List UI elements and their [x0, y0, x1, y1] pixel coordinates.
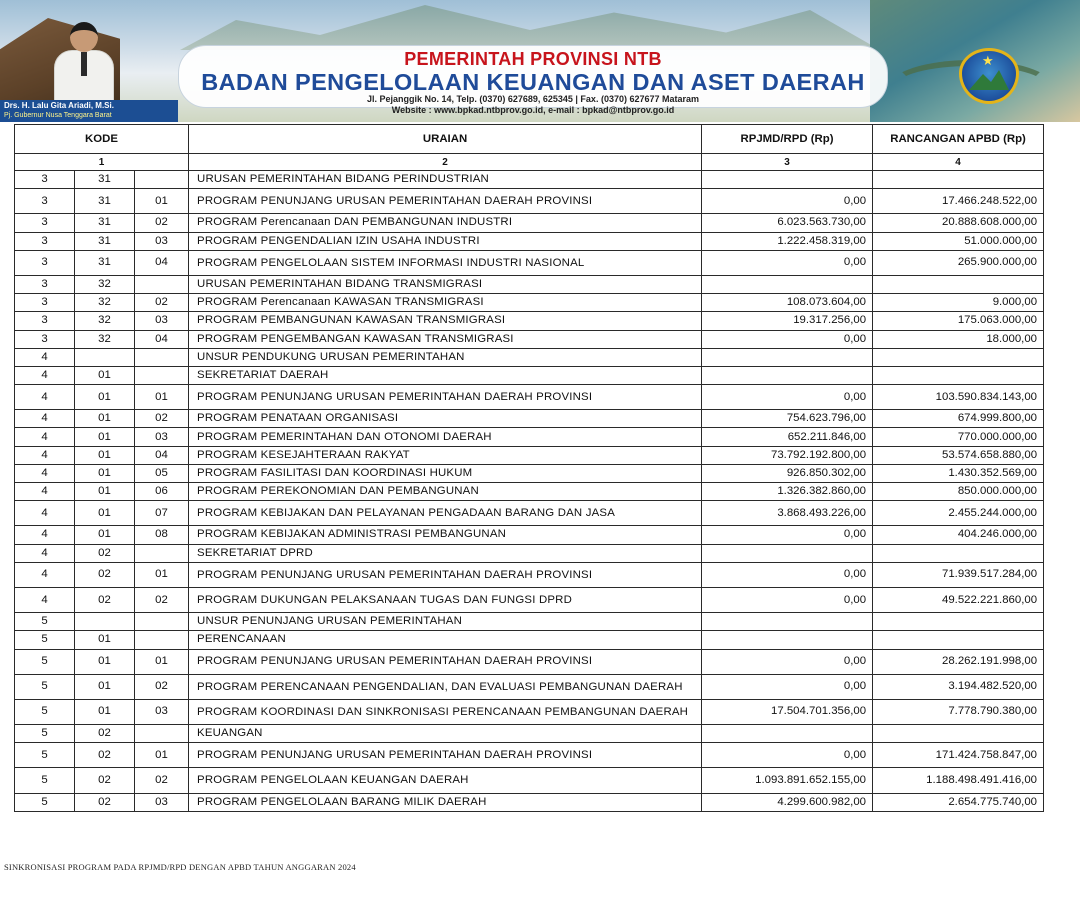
col-header-apbd: RANCANGAN APBD (Rp)	[873, 125, 1044, 154]
kode-program-cell	[135, 544, 189, 562]
table-row	[15, 743, 1044, 768]
kode-bidang-cell: 02	[75, 793, 135, 811]
kode-urusan-cell: 4	[15, 501, 75, 526]
agency-address: Jl. Pejanggik No. 14, Telp. (0370) 627689, 625345 | Fax. (0370) 627677 Mataram	[366, 94, 700, 104]
column-number-row	[15, 154, 1044, 171]
kode-bidang-cell: 01	[75, 649, 135, 674]
table-row	[15, 526, 1044, 544]
agency-website: Website : www.bpkad.ntbprov.go.id, e-mail : bpkad@ntbprov.go.id	[391, 105, 675, 115]
uraian-cell: UNSUR PENUNJANG URUSAN PEMERINTAHAN	[189, 613, 702, 631]
kode-program-cell	[135, 275, 189, 293]
table-row	[15, 294, 1044, 312]
kode-urusan-cell: 4	[15, 587, 75, 612]
kode-urusan-cell: 3	[15, 294, 75, 312]
table-row	[15, 330, 1044, 348]
apbd-value-cell: 3.194.482.520,00	[873, 674, 1044, 699]
kode-urusan-cell: 4	[15, 428, 75, 446]
kode-program-cell: 07	[135, 501, 189, 526]
banner-landscape	[180, 0, 880, 50]
uraian-cell: PROGRAM PEMERINTAHAN DAN OTONOMI DAERAH	[189, 428, 702, 446]
apbd-value-cell: 2.654.775.740,00	[873, 793, 1044, 811]
kode-bidang-cell: 31	[75, 232, 135, 250]
kode-bidang-cell: 31	[75, 250, 135, 275]
uraian-cell: PROGRAM PENATAAN ORGANISASI	[189, 410, 702, 428]
apbd-value-cell	[873, 171, 1044, 189]
rpjmd-value-cell: 17.504.701.356,00	[702, 699, 873, 724]
uraian-cell: PROGRAM PENUNJANG URUSAN PEMERINTAHAN DAERAH PROVINSI	[189, 189, 702, 214]
uraian-cell: PROGRAM PENUNJANG URUSAN PEMERINTAHAN DAERAH PROVINSI	[189, 743, 702, 768]
kode-program-cell: 04	[135, 250, 189, 275]
rpjmd-value-cell	[702, 348, 873, 366]
kode-urusan-cell: 3	[15, 330, 75, 348]
kode-program-cell: 02	[135, 587, 189, 612]
kode-urusan-cell: 4	[15, 562, 75, 587]
apbd-value-cell	[873, 544, 1044, 562]
kode-urusan-cell: 4	[15, 526, 75, 544]
kode-bidang-cell: 01	[75, 483, 135, 501]
table-row	[15, 631, 1044, 649]
kode-program-cell: 01	[135, 743, 189, 768]
table-row	[15, 699, 1044, 724]
kode-program-cell	[135, 613, 189, 631]
table-row	[15, 464, 1044, 482]
uraian-cell: SEKRETARIAT DPRD	[189, 544, 702, 562]
apbd-value-cell: 175.063.000,00	[873, 312, 1044, 330]
kode-urusan-cell: 4	[15, 366, 75, 384]
col-header-rpjmd: RPJMD/RPD (Rp)	[702, 125, 873, 154]
kode-urusan-cell: 4	[15, 544, 75, 562]
kode-urusan-cell: 3	[15, 250, 75, 275]
rpjmd-value-cell: 19.317.256,00	[702, 312, 873, 330]
rpjmd-value-cell	[702, 366, 873, 384]
apbd-value-cell: 53.574.658.880,00	[873, 446, 1044, 464]
table-row	[15, 171, 1044, 189]
kode-program-cell: 08	[135, 526, 189, 544]
kode-urusan-cell: 4	[15, 385, 75, 410]
table-row	[15, 725, 1044, 743]
kode-urusan-cell: 3	[15, 189, 75, 214]
kode-bidang-cell: 02	[75, 725, 135, 743]
table-row	[15, 446, 1044, 464]
table-row	[15, 312, 1044, 330]
uraian-cell: PROGRAM PENGELOLAAN KEUANGAN DAERAH	[189, 768, 702, 793]
rpjmd-value-cell: 0,00	[702, 587, 873, 612]
kode-program-cell: 03	[135, 428, 189, 446]
rpjmd-value-cell: 0,00	[702, 649, 873, 674]
kode-bidang-cell: 01	[75, 674, 135, 699]
kode-program-cell: 03	[135, 793, 189, 811]
table-row	[15, 613, 1044, 631]
uraian-cell: URUSAN PEMERINTAHAN BIDANG TRANSMIGRASI	[189, 275, 702, 293]
kode-urusan-cell: 5	[15, 725, 75, 743]
kode-program-cell	[135, 348, 189, 366]
kode-bidang-cell: 01	[75, 428, 135, 446]
kode-program-cell: 01	[135, 385, 189, 410]
uraian-cell: KEUANGAN	[189, 725, 702, 743]
rpjmd-value-cell	[702, 171, 873, 189]
kode-bidang-cell: 01	[75, 446, 135, 464]
kode-program-cell: 03	[135, 699, 189, 724]
kode-urusan-cell: 5	[15, 613, 75, 631]
rpjmd-value-cell: 6.023.563.730,00	[702, 214, 873, 232]
uraian-cell: PROGRAM KESEJAHTERAAN RAKYAT	[189, 446, 702, 464]
kode-bidang-cell: 01	[75, 631, 135, 649]
uraian-cell: PROGRAM PEREKONOMIAN DAN PEMBANGUNAN	[189, 483, 702, 501]
apbd-value-cell: 18.000,00	[873, 330, 1044, 348]
apbd-value-cell: 265.900.000,00	[873, 250, 1044, 275]
page-footer-caption: SINKRONISASI PROGRAM PADA RPJMD/RPD DENGAN APBD TAHUN ANGGARAN 2024	[4, 862, 356, 872]
rpjmd-value-cell	[702, 613, 873, 631]
uraian-cell: PROGRAM PENGELOLAAN BARANG MILIK DAERAH	[189, 793, 702, 811]
rpjmd-value-cell: 3.868.493.226,00	[702, 501, 873, 526]
kode-program-cell: 02	[135, 768, 189, 793]
kode-program-cell: 06	[135, 483, 189, 501]
col-header-uraian: URAIAN	[189, 125, 702, 154]
apbd-value-cell: 51.000.000,00	[873, 232, 1044, 250]
kode-urusan-cell: 5	[15, 674, 75, 699]
apbd-value-cell: 1.430.352.569,00	[873, 464, 1044, 482]
kode-bidang-cell: 31	[75, 171, 135, 189]
kode-urusan-cell: 4	[15, 464, 75, 482]
kode-urusan-cell: 4	[15, 446, 75, 464]
uraian-cell: PROGRAM PERENCANAAN PENGENDALIAN, DAN EVALUASI PEMBANGUNAN DAERAH	[189, 674, 702, 699]
kode-urusan-cell: 5	[15, 649, 75, 674]
col-number: 2	[189, 154, 702, 171]
uraian-cell: PROGRAM PENUNJANG URUSAN PEMERINTAHAN DAERAH PROVINSI	[189, 562, 702, 587]
apbd-value-cell	[873, 613, 1044, 631]
kode-bidang-cell: 02	[75, 587, 135, 612]
table-body	[15, 171, 1044, 812]
kode-program-cell: 02	[135, 410, 189, 428]
uraian-cell: PROGRAM KOORDINASI DAN SINKRONISASI PERENCANAAN PEMBANGUNAN DAERAH	[189, 699, 702, 724]
table-header-row	[15, 125, 1044, 154]
kode-bidang-cell: 02	[75, 562, 135, 587]
kode-program-cell: 05	[135, 464, 189, 482]
apbd-value-cell: 171.424.758.847,00	[873, 743, 1044, 768]
kode-bidang-cell: 02	[75, 768, 135, 793]
rpjmd-value-cell: 0,00	[702, 743, 873, 768]
kode-program-cell: 03	[135, 312, 189, 330]
apbd-value-cell: 71.939.517.284,00	[873, 562, 1044, 587]
apbd-value-cell: 9.000,00	[873, 294, 1044, 312]
apbd-value-cell	[873, 348, 1044, 366]
kode-bidang-cell: 01	[75, 501, 135, 526]
rpjmd-value-cell: 73.792.192.800,00	[702, 446, 873, 464]
uraian-cell: PROGRAM PENGENDALIAN IZIN USAHA INDUSTRI	[189, 232, 702, 250]
table-row	[15, 189, 1044, 214]
col-header-kode: KODE	[15, 125, 189, 154]
kode-program-cell: 01	[135, 649, 189, 674]
kode-program-cell: 03	[135, 232, 189, 250]
table-row	[15, 793, 1044, 811]
kode-bidang-cell: 32	[75, 275, 135, 293]
kode-program-cell	[135, 631, 189, 649]
table-row	[15, 649, 1044, 674]
uraian-cell: PERENCANAAN	[189, 631, 702, 649]
col-number: 4	[873, 154, 1044, 171]
official-name-plate	[0, 100, 178, 122]
government-title: PEMERINTAH PROVINSI NTB	[404, 49, 662, 69]
table-row	[15, 483, 1044, 501]
kode-program-cell: 04	[135, 446, 189, 464]
kode-bidang-cell: 02	[75, 743, 135, 768]
rpjmd-value-cell: 108.073.604,00	[702, 294, 873, 312]
apbd-value-cell: 674.999.800,00	[873, 410, 1044, 428]
kode-bidang-cell: 01	[75, 385, 135, 410]
rpjmd-value-cell: 0,00	[702, 674, 873, 699]
apbd-value-cell: 28.262.191.998,00	[873, 649, 1044, 674]
table-row	[15, 232, 1044, 250]
kode-urusan-cell: 5	[15, 631, 75, 649]
kode-program-cell: 02	[135, 214, 189, 232]
kode-bidang-cell: 01	[75, 464, 135, 482]
table-row	[15, 214, 1044, 232]
apbd-value-cell: 850.000.000,00	[873, 483, 1044, 501]
uraian-cell: UNSUR PENDUKUNG URUSAN PEMERINTAHAN	[189, 348, 702, 366]
apbd-value-cell: 770.000.000,00	[873, 428, 1044, 446]
table-row	[15, 544, 1044, 562]
kode-bidang-cell: 01	[75, 366, 135, 384]
apbd-value-cell: 20.888.608.000,00	[873, 214, 1044, 232]
table-row	[15, 275, 1044, 293]
rpjmd-value-cell: 1.093.891.652.155,00	[702, 768, 873, 793]
table-row	[15, 562, 1044, 587]
rpjmd-value-cell: 0,00	[702, 526, 873, 544]
rpjmd-value-cell: 0,00	[702, 189, 873, 214]
table-row	[15, 501, 1044, 526]
apbd-value-cell: 2.455.244.000,00	[873, 501, 1044, 526]
table-row	[15, 768, 1044, 793]
apbd-value-cell	[873, 631, 1044, 649]
kode-urusan-cell: 3	[15, 232, 75, 250]
apbd-value-cell	[873, 275, 1044, 293]
kode-bidang-cell: 31	[75, 189, 135, 214]
uraian-cell: PROGRAM PEMBANGUNAN KAWASAN TRANSMIGRASI	[189, 312, 702, 330]
rpjmd-value-cell: 1.222.458.319,00	[702, 232, 873, 250]
table-row	[15, 348, 1044, 366]
kode-bidang-cell: 01	[75, 699, 135, 724]
table-row	[15, 428, 1044, 446]
ntb-emblem-icon: ★	[955, 44, 1025, 106]
kode-urusan-cell: 4	[15, 410, 75, 428]
kode-bidang-cell: 32	[75, 330, 135, 348]
kode-urusan-cell: 5	[15, 699, 75, 724]
kode-bidang-cell: 01	[75, 410, 135, 428]
rpjmd-value-cell: 0,00	[702, 330, 873, 348]
apbd-value-cell	[873, 725, 1044, 743]
official-role: Pj. Gubernur Nusa Tenggara Barat	[4, 112, 112, 119]
kode-urusan-cell: 5	[15, 768, 75, 793]
table-row	[15, 366, 1044, 384]
kode-urusan-cell: 3	[15, 312, 75, 330]
uraian-cell: PROGRAM PENUNJANG URUSAN PEMERINTAHAN DAERAH PROVINSI	[189, 649, 702, 674]
col-number: 3	[702, 154, 873, 171]
kode-urusan-cell: 4	[15, 483, 75, 501]
uraian-cell: PROGRAM Perencanaan KAWASAN TRANSMIGRASI	[189, 294, 702, 312]
uraian-cell: SEKRETARIAT DAERAH	[189, 366, 702, 384]
rpjmd-value-cell: 0,00	[702, 385, 873, 410]
kode-bidang-cell: 02	[75, 544, 135, 562]
rpjmd-value-cell: 754.623.796,00	[702, 410, 873, 428]
rpjmd-value-cell: 0,00	[702, 250, 873, 275]
kode-urusan-cell: 4	[15, 348, 75, 366]
table-row	[15, 250, 1044, 275]
kode-urusan-cell: 3	[15, 275, 75, 293]
kode-program-cell: 01	[135, 189, 189, 214]
uraian-cell: PROGRAM Perencanaan DAN PEMBANGUNAN INDUSTRI	[189, 214, 702, 232]
kode-urusan-cell: 3	[15, 171, 75, 189]
rpjmd-value-cell: 0,00	[702, 562, 873, 587]
kode-program-cell: 02	[135, 674, 189, 699]
kode-program-cell	[135, 366, 189, 384]
uraian-cell: PROGRAM KEBIJAKAN DAN PELAYANAN PENGADAAN BARANG DAN JASA	[189, 501, 702, 526]
rpjmd-value-cell	[702, 631, 873, 649]
kode-bidang-cell: 01	[75, 526, 135, 544]
uraian-cell: PROGRAM KEBIJAKAN ADMINISTRASI PEMBANGUNAN	[189, 526, 702, 544]
program-sync-table	[14, 124, 1044, 812]
table-row	[15, 587, 1044, 612]
rpjmd-value-cell: 1.326.382.860,00	[702, 483, 873, 501]
kode-program-cell	[135, 171, 189, 189]
table-row	[15, 385, 1044, 410]
kode-bidang-cell	[75, 613, 135, 631]
apbd-value-cell: 7.778.790.380,00	[873, 699, 1044, 724]
table-row	[15, 674, 1044, 699]
apbd-value-cell: 1.188.498.491.416,00	[873, 768, 1044, 793]
apbd-value-cell	[873, 366, 1044, 384]
kode-program-cell: 02	[135, 294, 189, 312]
official-name: Drs. H. Lalu Gita Ariadi, M.Si.	[4, 101, 114, 110]
uraian-cell: PROGRAM PENGEMBANGAN KAWASAN TRANSMIGRASI	[189, 330, 702, 348]
uraian-cell: PROGRAM PENGELOLAAN SISTEM INFORMASI INDUSTRI NASIONAL	[189, 250, 702, 275]
kode-bidang-cell	[75, 348, 135, 366]
uraian-cell: PROGRAM DUKUNGAN PELAKSANAAN TUGAS DAN FUNGSI DPRD	[189, 587, 702, 612]
rpjmd-value-cell: 4.299.600.982,00	[702, 793, 873, 811]
uraian-cell: PROGRAM FASILITASI DAN KOORDINASI HUKUM	[189, 464, 702, 482]
apbd-value-cell: 103.590.834.143,00	[873, 385, 1044, 410]
kode-bidang-cell: 32	[75, 312, 135, 330]
kode-urusan-cell: 3	[15, 214, 75, 232]
uraian-cell: PROGRAM PENUNJANG URUSAN PEMERINTAHAN DAERAH PROVINSI	[189, 385, 702, 410]
governor-portrait	[50, 22, 118, 102]
agency-title-box	[178, 45, 888, 115]
kode-bidang-cell: 32	[75, 294, 135, 312]
kode-program-cell: 04	[135, 330, 189, 348]
rpjmd-value-cell	[702, 544, 873, 562]
kode-program-cell	[135, 725, 189, 743]
kode-program-cell: 01	[135, 562, 189, 587]
uraian-cell: URUSAN PEMERINTAHAN BIDANG PERINDUSTRIAN	[189, 171, 702, 189]
agency-title: BADAN PENGELOLAAN KEUANGAN DAN ASET DAERAH	[201, 69, 865, 95]
rpjmd-value-cell: 926.850.302,00	[702, 464, 873, 482]
kode-urusan-cell: 5	[15, 743, 75, 768]
kode-urusan-cell: 5	[15, 793, 75, 811]
rpjmd-value-cell	[702, 725, 873, 743]
apbd-value-cell: 17.466.248.522,00	[873, 189, 1044, 214]
apbd-value-cell: 49.522.221.860,00	[873, 587, 1044, 612]
col-number: 1	[15, 154, 189, 171]
rpjmd-value-cell	[702, 275, 873, 293]
table-row	[15, 410, 1044, 428]
apbd-value-cell: 404.246.000,00	[873, 526, 1044, 544]
rpjmd-value-cell: 652.211.846,00	[702, 428, 873, 446]
header-banner	[0, 0, 1080, 122]
kode-bidang-cell: 31	[75, 214, 135, 232]
